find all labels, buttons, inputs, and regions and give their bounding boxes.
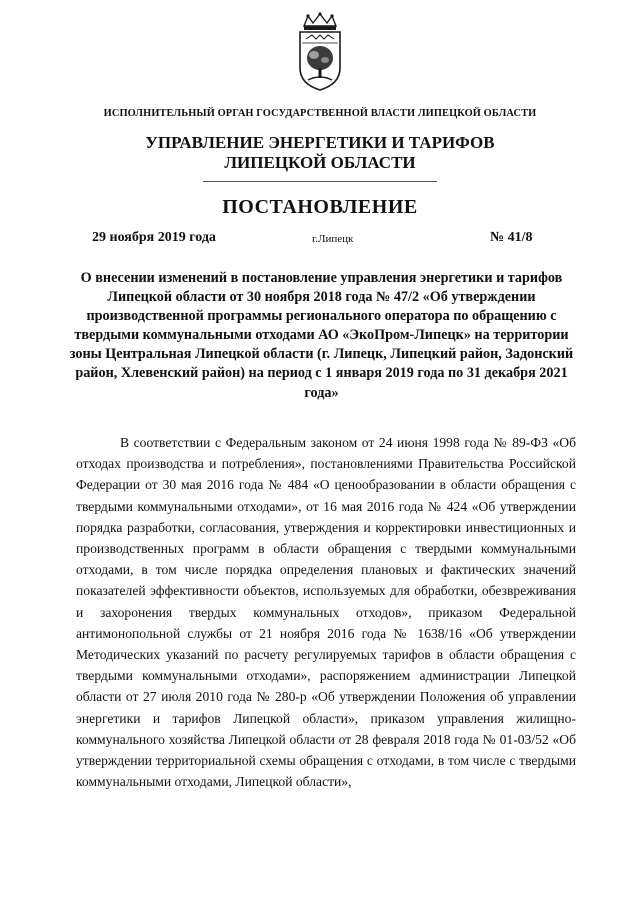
document-number: № 41/8 bbox=[490, 230, 533, 245]
header-divider bbox=[203, 181, 437, 182]
document-type-title: ПОСТАНОВЛЕНИЕ bbox=[222, 196, 418, 218]
document-subject: О внесении изменений в постановление управления энергетики и тарифов Липецкой области от 30 ноября 2018 года № 47/2 «Об утверждении производственной программы регионального оператора по обращению с твердыми коммунальными отходами АО «ЭкоПром-Липецк» на территории зоны Центральная Липецкой области (г. Липецк, Липецкий район, Задонский район, Хлевенский район) на период с 1 января 2019 года по 31 декабря 2021 года» bbox=[69, 270, 574, 401]
issuing-authority: ИСПОЛНИТЕЛЬНЫЙ ОРГАН ГОСУДАРСТВЕННОЙ ВЛАСТИ ЛИПЕЦКОЙ ОБЛАСТИ bbox=[103, 108, 537, 119]
coat-of-arms-icon bbox=[294, 12, 346, 92]
department-name-line-2: ЛИПЕЦКОЙ ОБЛАСТИ bbox=[224, 153, 416, 172]
department-name bbox=[0, 133, 640, 173]
document-city: г.Липецк bbox=[312, 233, 354, 245]
document-date: 29 ноября 2019 года bbox=[92, 230, 216, 245]
department-name-line-1: УПРАВЛЕНИЕ ЭНЕРГЕТИКИ И ТАРИФОВ bbox=[145, 133, 495, 152]
document-body-paragraph: В соответствии с Федеральным законом от 24 июня 1998 года № 89-ФЗ «Об отходах производства и потребления», постановлениями Правительства Российской Федерации от 30 мая 2016 года № 484 «О ценообразовании в области обращения с твердыми коммунальными отходами», от 16 мая 2016 года № 424 «Об утверждении порядка разработки, согласования, утверждения и корректировки инвестиционных и производственных программ в области обращения с твердыми коммунальными отходами, в том числе порядка определения плановых и фактических значений показателей эффективности объектов, используемых для обработки, обезвреживания и захоронения твердых коммунальных отходов», приказом Федеральной антимонопольной службы от 21 ноября 2016 года № 1638/16 «Об утверждении Методических указаний по расчету регулируемых тарифов в области обращения с твердыми коммунальными отходами», распоряжением администрации Липецкой области от 27 июля 2010 года № 280-р «Об утверждении Положения об управлении энергетики и тарифов Липецкой области», приказом управления жилищно-коммунального хозяйства Липецкой области от 28 февраля 2018 года № 01-03/52 «Об утверждении территориальной схемы обращения с отходами, в том числе с твердыми коммунальными отходами, Липецкой области», bbox=[76, 435, 576, 790]
